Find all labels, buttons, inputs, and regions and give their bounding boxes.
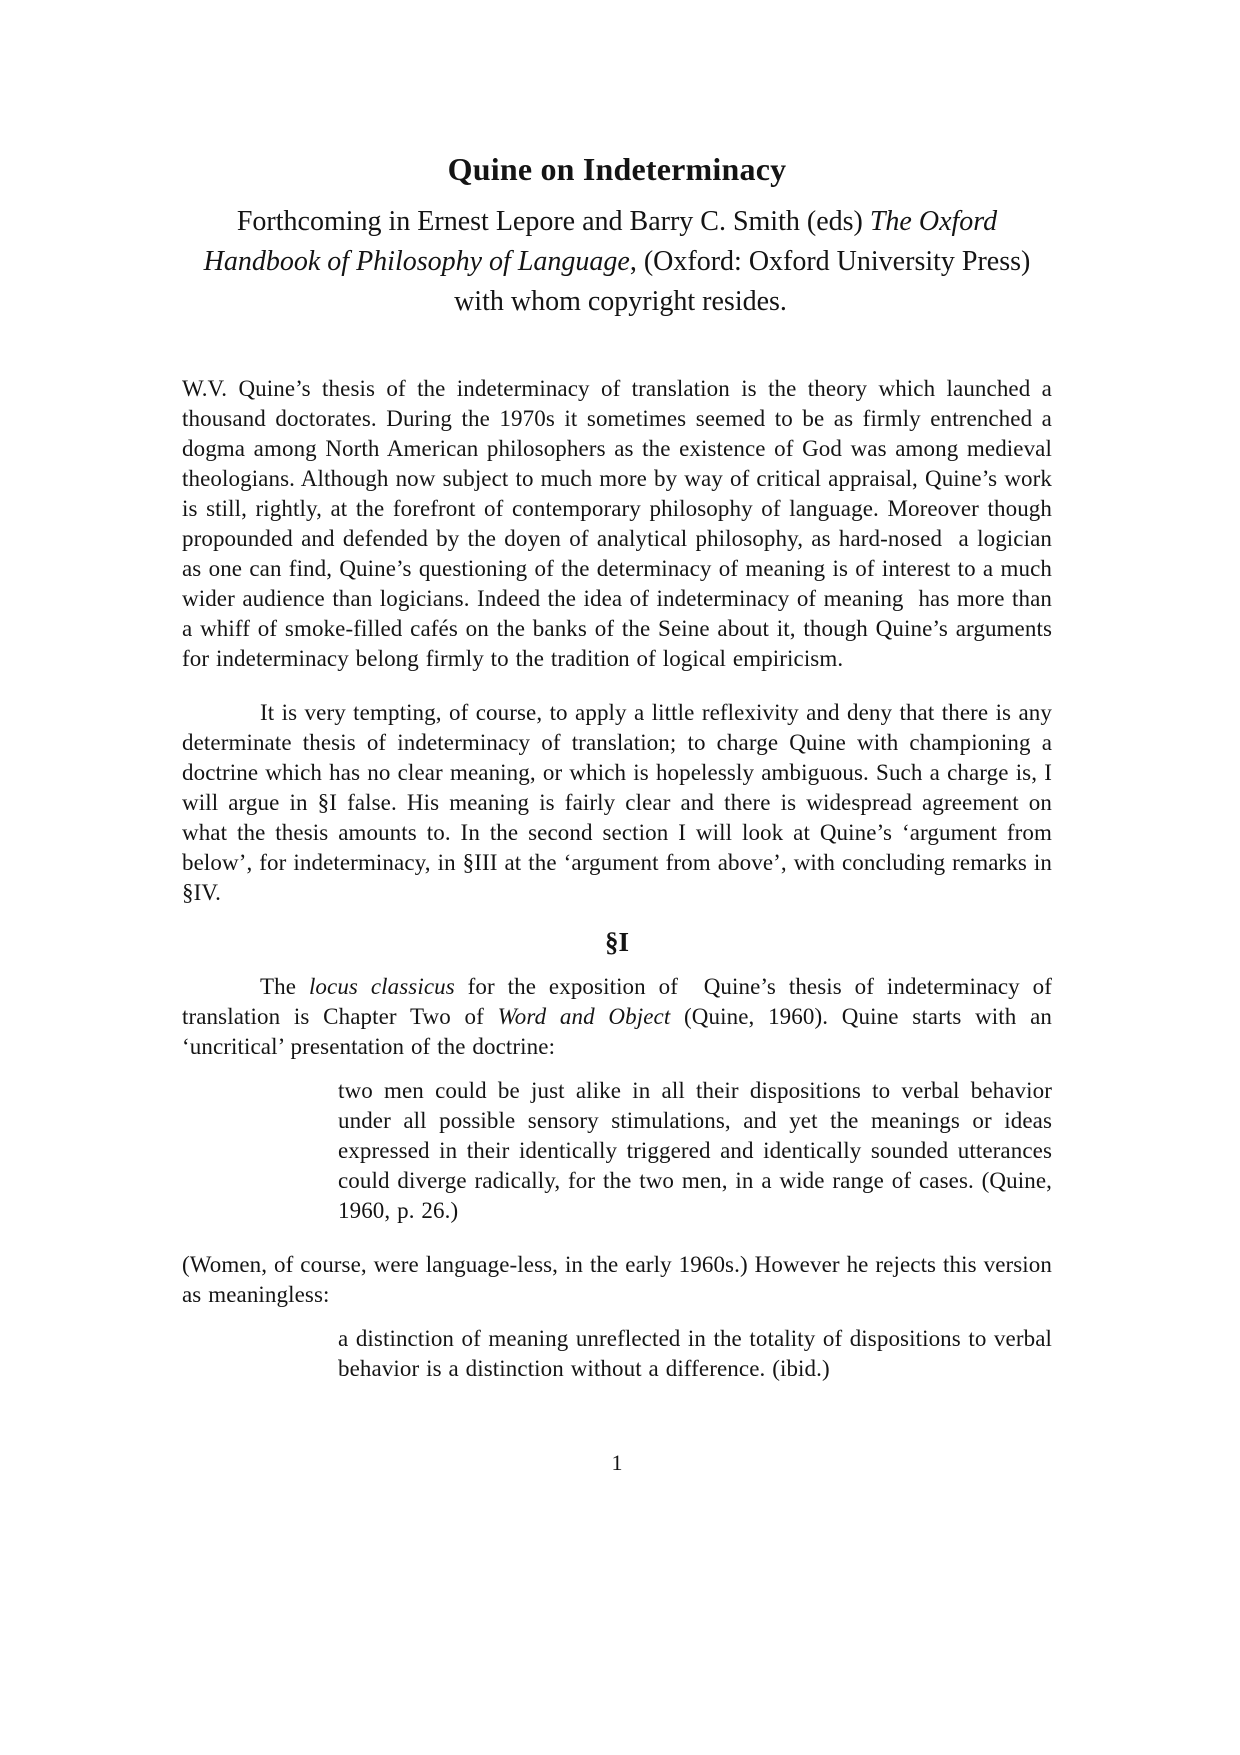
block-quote-two-men: two men could be just alike in all their dispositions to verbal behavior under all possible sensory stimulations, and yet the meanings or ideas expressed in their identically triggered and identically sounded utterances could diverge radically, for the two men, in a wide range of cases. (Quine, 1960, p. 26.) [338,1078,1052,1223]
block-quote-distinction: a distinction of meaning unreflected in the totality of dispositions to verbal behavior is a distinction without a difference. (ibid.) [338,1326,1052,1381]
page-number: 1 [611,1450,623,1475]
paragraph-locus-classicus: The locus classicus for the exposition of Quine’s thesis of indeterminacy of translation is Chapter Two of Word and Object (Quine, 1960). Quine starts with an ‘uncritical’ presentation of the doctrine: [182,974,1052,1059]
section-heading-1: §I [604,927,629,957]
paragraph-intro: W.V. Quine’s thesis of the indeterminacy of translation is the theory which launched a thousand doctorates. During the 1970s it sometimes seemed to be as firmly entrenched a dogma among North American philosophers as the existence of God was among medieval theologians. Although now subject to much more by way of critical appraisal, Quine’s work is still, rightly, at the forefront of contemporary philosophy of language. Moreover though propounded and defended by the doyen of analytical philosophy, as hard-nosed a logician as one can find, Quine’s questioning of the determinacy of meaning is of interest to a much wider audience than logicians. Indeed the idea of indeterminacy of meaning has more than a whiff of smoke-filled cafés on the banks of the Seine about it, though Quine’s arguments for indeterminacy belong firmly to the tradition of logical empiricism. [182,376,1052,671]
paragraph-women-note: (Women, of course, were language-less, in the early 1960s.) However he rejects this version as meaningless: [182,1252,1052,1307]
paper-subtitle: Forthcoming in Ernest Lepore and Barry C. Smith (eds) The Oxford Handbook of Philosophy of Language, (Oxford: Oxford University Press) with whom copyright resides. [203,206,1031,317]
paragraph-reflexivity: It is very tempting, of course, to apply a little reflexivity and deny that there is any determinate thesis of indeterminacy of translation; to charge Quine with championing a doctrine which has no clear meaning, or which is hopelessly ambiguous. Such a charge is, I will argue in §I false. His meaning is fairly clear and there is widespread agreement on what the thesis amounts to. In the second section I will look at Quine’s ‘argument from below’, for indeterminacy, in §III at the ‘argument from above’, with concluding remarks in §IV. [182,700,1052,905]
paper-title: Quine on Indeterminacy [447,151,787,187]
